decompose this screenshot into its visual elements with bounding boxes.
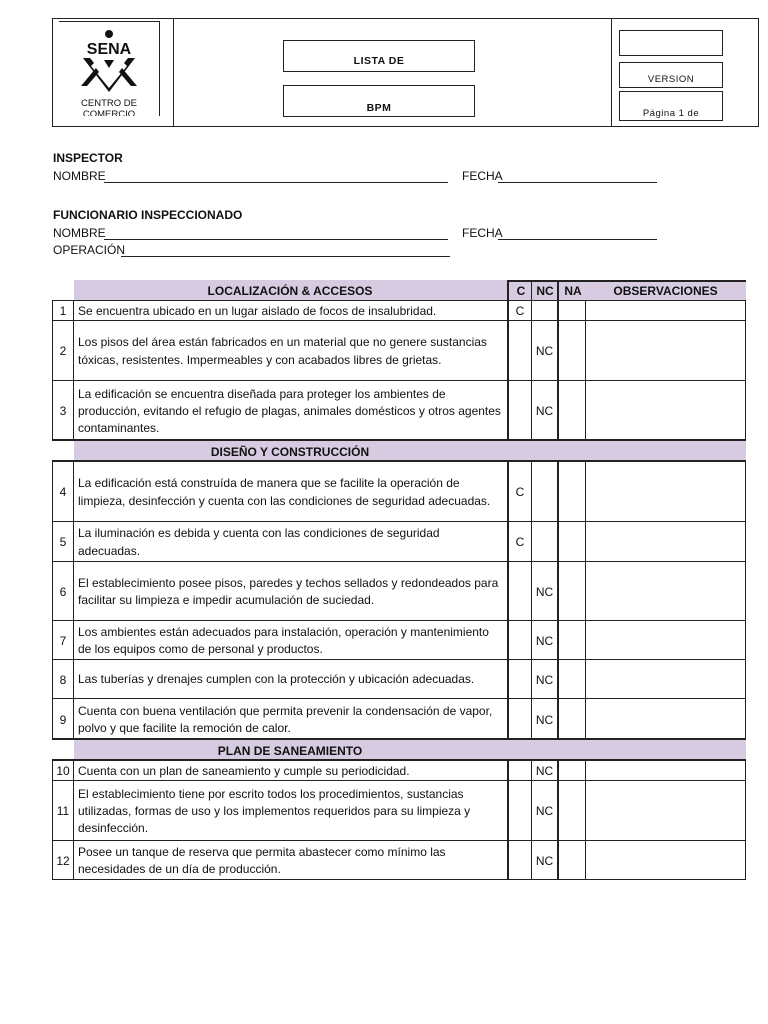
- table-row: [52, 621, 746, 660]
- section-title: DISEÑO Y CONSTRUCCIÓN: [210, 444, 370, 459]
- funcionario-name-line[interactable]: [104, 239, 448, 240]
- inspector-date-label: FECHA: [462, 169, 503, 183]
- cell-observaciones[interactable]: [585, 781, 746, 841]
- section-title: LOCALIZACIÓN & ACCESOS: [207, 283, 373, 298]
- cell-observaciones[interactable]: [585, 522, 746, 562]
- cell-na[interactable]: [557, 761, 585, 781]
- cell-na[interactable]: [557, 462, 585, 522]
- cell-observaciones[interactable]: [585, 841, 746, 880]
- row-number: 12: [52, 841, 74, 880]
- header-divider-left: [173, 19, 174, 126]
- logo-box: [59, 21, 160, 116]
- cell-c[interactable]: [507, 660, 531, 699]
- cell-na[interactable]: [557, 301, 585, 321]
- row-number: 11: [52, 781, 74, 841]
- cell-nc[interactable]: NC: [531, 321, 557, 381]
- table-row: [52, 301, 746, 321]
- row-description: Los ambientes están adecuados para instalación, operación y mantenimiento de los equipos como de personal y productos.: [78, 624, 489, 656]
- cell-observaciones[interactable]: [585, 562, 746, 621]
- cell-nc[interactable]: NC: [531, 660, 557, 699]
- table-row: [52, 381, 746, 441]
- cell-c[interactable]: [507, 699, 531, 740]
- cell-nc[interactable]: NC: [531, 699, 557, 740]
- funcionario-heading: FUNCIONARIO INSPECCIONADO: [53, 208, 243, 222]
- cell-nc[interactable]: NC: [531, 841, 557, 880]
- table-row: [52, 562, 746, 621]
- operation-line[interactable]: [121, 256, 450, 257]
- cell-observaciones[interactable]: [585, 699, 746, 740]
- cell-na[interactable]: [557, 781, 585, 841]
- section-title: PLAN DE SANEAMIENTO: [217, 743, 363, 758]
- inspector-name-label: NOMBRE: [53, 169, 106, 183]
- document-header: [52, 18, 759, 127]
- logo-wordmark: SENA: [86, 41, 132, 58]
- section-header-row: [52, 740, 746, 761]
- cell-na[interactable]: [557, 321, 585, 381]
- logo-caption: CENTRO DE COMERCIO: [81, 98, 137, 116]
- cell-na[interactable]: [557, 660, 585, 699]
- table-row: [52, 321, 746, 381]
- inspector-name-line[interactable]: [104, 182, 448, 183]
- col-header-c: C: [507, 280, 533, 301]
- cell-c[interactable]: [507, 621, 531, 660]
- row-number: 10: [52, 761, 74, 781]
- row-description: Posee un tanque de reserva que permita abastecer como mínimo las necesidades de un día de producción.: [78, 844, 446, 876]
- col-header-nc: NC: [531, 280, 558, 301]
- table-row: [52, 761, 746, 781]
- cell-c[interactable]: [507, 562, 531, 621]
- row-number: 4: [52, 462, 74, 522]
- cell-observaciones[interactable]: [585, 321, 746, 381]
- row-number: 8: [52, 660, 74, 699]
- row-description: Se encuentra ubicado en un lugar aislado de focos de insalubridad.: [78, 303, 437, 318]
- table-row: [52, 462, 746, 522]
- row-number: 2: [52, 321, 74, 381]
- cell-c[interactable]: [507, 761, 531, 781]
- row-number: 1: [52, 301, 74, 321]
- code-box: [619, 30, 723, 56]
- row-description: Cuenta con buena ventilación que permita prevenir la condensación de vapor, polvo y que facilite la remoción de calor.: [78, 703, 493, 735]
- cell-nc[interactable]: NC: [531, 621, 557, 660]
- cell-na[interactable]: [557, 562, 585, 621]
- cell-na[interactable]: [557, 841, 585, 880]
- cell-nc[interactable]: [531, 301, 557, 321]
- table-row: [52, 522, 746, 562]
- table-row: [52, 841, 746, 880]
- title-box-bottom: [283, 85, 475, 117]
- row-description: La edificación se encuentra diseñada para proteger los ambientes de producción, evitando el refugio de plagas, animales domésticos y otros agentes contaminantes.: [78, 386, 501, 436]
- cell-observaciones[interactable]: [585, 660, 746, 699]
- cell-nc[interactable]: NC: [531, 781, 557, 841]
- cell-observaciones[interactable]: [585, 381, 746, 441]
- cell-na[interactable]: [557, 621, 585, 660]
- col-header-observaciones: OBSERVACIONES: [613, 283, 718, 298]
- version-label: VERSION: [647, 74, 695, 85]
- row-number: 3: [52, 381, 74, 441]
- funcionario-date-label: FECHA: [462, 226, 503, 240]
- cell-nc[interactable]: NC: [531, 761, 557, 781]
- cell-na[interactable]: [557, 381, 585, 441]
- section-header-row: [52, 280, 746, 301]
- col-header-na: NA: [557, 280, 587, 301]
- cell-c[interactable]: [507, 781, 531, 841]
- row-description: Las tuberías y drenajes cumplen con la protección y ubicación adecuadas.: [78, 672, 475, 687]
- funcionario-name-label: NOMBRE: [53, 226, 106, 240]
- cell-nc[interactable]: NC: [531, 562, 557, 621]
- inspector-date-line[interactable]: [498, 182, 657, 183]
- cell-observaciones[interactable]: [585, 301, 746, 321]
- sena-logo-icon: [77, 30, 141, 94]
- version-box: [619, 62, 723, 88]
- cell-c[interactable]: [507, 321, 531, 381]
- row-description: Cuenta con un plan de saneamiento y cumple su periodicidad.: [78, 763, 410, 778]
- row-number: 9: [52, 699, 74, 740]
- cell-c[interactable]: [507, 381, 531, 441]
- cell-nc[interactable]: [531, 522, 557, 562]
- cell-nc[interactable]: NC: [531, 381, 557, 441]
- row-description: La edificación está construída de manera que se facilite la operación de limpieza, desinfección y cuenta con las condiciones de seguridad adecuadas.: [78, 476, 491, 508]
- page-box: [619, 91, 723, 121]
- row-description: El establecimiento tiene por escrito todos los procedimientos, sustancias utilizadas, formas de uso y los implementos requeridos para su limpieza y desinfección.: [78, 786, 471, 836]
- cell-observaciones[interactable]: [585, 462, 746, 522]
- table-row: [52, 781, 746, 841]
- page-label: Página 1 de: [642, 108, 700, 119]
- cell-c[interactable]: [507, 841, 531, 880]
- header-divider-right: [611, 19, 612, 126]
- cell-c[interactable]: C: [507, 522, 531, 562]
- inspector-heading: INSPECTOR: [53, 151, 123, 165]
- cell-na[interactable]: [557, 699, 585, 740]
- cell-c[interactable]: C: [507, 301, 531, 321]
- table-row: [52, 660, 746, 699]
- cell-na[interactable]: [557, 522, 585, 562]
- title-box-top: [283, 40, 475, 72]
- section-header-row: [52, 441, 746, 462]
- row-number: 5: [52, 522, 74, 562]
- operation-label: OPERACIÓN: [53, 243, 126, 257]
- cell-observaciones[interactable]: [585, 621, 746, 660]
- title-bottom-text: BPM: [366, 102, 392, 114]
- funcionario-date-line[interactable]: [498, 239, 657, 240]
- cell-observaciones[interactable]: [585, 761, 746, 781]
- row-description: Los pisos del área están fabricados en un material que no genere sustancias tóxicas, resistentes. Impermeables y con acabados libres de grietas.: [78, 335, 487, 367]
- cell-nc[interactable]: [531, 462, 557, 522]
- title-top-text: LISTA DE: [353, 55, 405, 67]
- table-row: [52, 699, 746, 740]
- row-description: La iluminación es debida y cuenta con las condiciones de seguridad adecuadas.: [78, 526, 440, 558]
- row-description: El establecimiento posee pisos, paredes y techos sellados y redondeados para facilitar su limpieza e impedir acumulación de suciedad.: [78, 575, 499, 607]
- row-number: 6: [52, 562, 74, 621]
- row-number: 7: [52, 621, 74, 660]
- cell-c[interactable]: C: [507, 462, 531, 522]
